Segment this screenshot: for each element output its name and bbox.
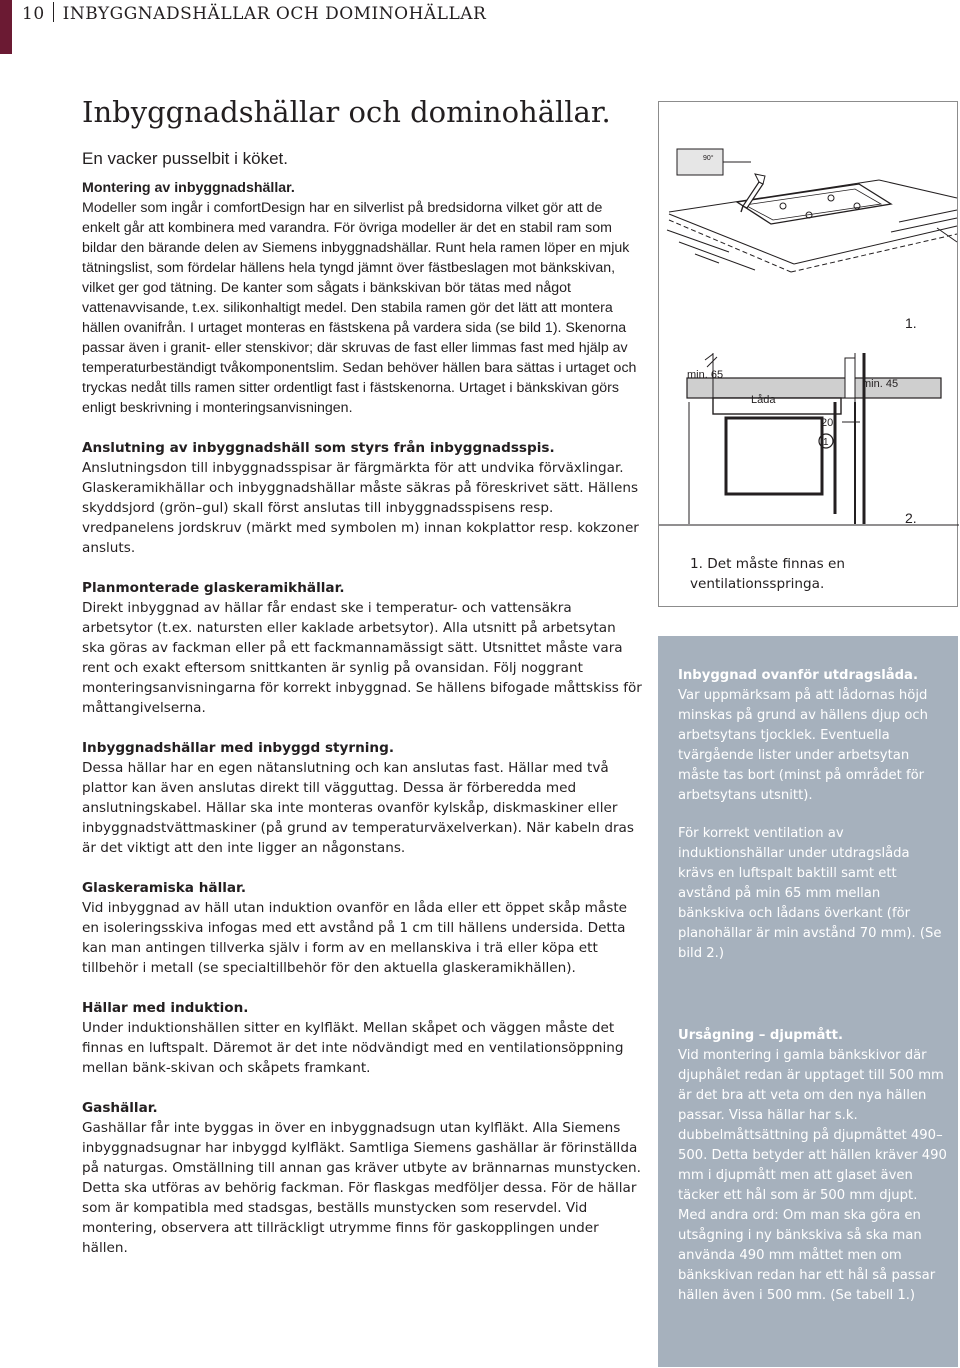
sidebar-block-ursagning	[678, 1026, 948, 1306]
section-heading: Glaskeramiska hällar.	[82, 880, 246, 896]
countertop-drawing	[667, 149, 957, 272]
page-number: 10	[22, 4, 45, 24]
section-heading: Inbyggnadshällar med inbyggd styrning.	[82, 740, 395, 756]
dim-20-label: 20	[821, 417, 834, 429]
sidebar-body: Vid montering i gamla bänkskivor där djuphålet redan är upptaget till 500 mm är det bra att veta om den nya hällen passar. Vissa hällar har s.k. dubbelmåttsättning på djupmåttet 490–500. Detta betyder att hällen kräver 490 mm i djupmått men att glaset även täcker ett hål som är 500 mm djupt. Med andra ord: Om man ska göra en utsågning i ny bänkskiva så ska man använda 490 mm måttet men om bänkskivan redan har ett hål så passar hällen även i 500 mm. (Se tabell 1.)	[678, 1048, 947, 1303]
section-montering	[82, 178, 642, 418]
page-subtitle: En vacker pusselbit i köket.	[82, 149, 288, 168]
section-anslutning	[82, 438, 642, 558]
sidebar-panel	[658, 636, 958, 1367]
page-title: Inbyggnadshällar och dominohällar.	[82, 95, 611, 129]
section-planmonterade	[82, 578, 642, 718]
section-heading: Planmonterade glaskeramikhällar.	[82, 580, 345, 596]
min-45-label: min. 45	[862, 378, 899, 390]
sidebar-body: Var uppmärksam på att lådornas höjd minskas på grund av hällens djup och arbetsytans tjocklek. Eventuella tvärgående lister under arbetsytan måste tas bort (minst på området för arbetsytans utsnitt).	[678, 688, 929, 803]
section-heading: Montering av inbyggnadshällar.	[82, 180, 295, 196]
section-gashallar	[82, 1098, 642, 1258]
sidebar-block-utdragslada	[678, 666, 948, 806]
figure-label-1: 1.	[905, 315, 917, 331]
section-body: Gashällar får inte byggas in över en inbyggnadsugn utan kylfläkt. Alla Siemens inbyggnadsugnar har inbyggd kylfläkt. Samtliga Siemens gashällar är förinställda på naturgas. Omställning till annan gas kräver utbyte av brännarnas munstycken. Detta ska utföras av behörig fackman. För flaskgas medföljer dessa. För de hällar som är kompatibla med stadsgas, beställs munstycken som reservdel. Vid montering, observera att tillräckligt utrymme finns för gaskopplingen under hällen.	[82, 1120, 641, 1256]
installation-figure	[658, 101, 958, 607]
section-body: Direkt inbyggnad av hällar får endast ske i temperatur- och vattensäkra arbetsytor (t.ex. natursten eller kaklade arbetsytor). Alla utsnitt på arbetsytan ska göras av fackman eller på ett fackmannamässigt sätt. Utsnittet måste vara rent och exakt eftersom snittkanten är synlig på ovansidan. Följ noggrant monteringsanvisningarna för korrekt inbyggnad. Se hällens bifogade måttskiss för måttangivelserna.	[82, 600, 642, 716]
section-heading: Anslutning av inbyggnadshäll som styrs från inbyggnadsspis.	[82, 440, 555, 456]
section-inbyggd-styrning	[82, 738, 642, 858]
section-body: Under induktionshällen sitter en kylfläkt. Mellan skåpet och väggen måste det finnas en luftspalt. Däremot är det inte nödvändigt med en ventilationsöppning mellan bänk-skivan och skåpets framkant.	[82, 1020, 624, 1076]
header-section-title: INBYGGNADSHÄLLAR OCH DOMINOHÄLLAR	[62, 4, 487, 24]
section-glaskeramiska	[82, 878, 642, 978]
figure-label-2: 2.	[905, 510, 917, 526]
sidebar-heading: Ursågning – djupmått.	[678, 1028, 843, 1043]
section-heading: Gashällar.	[82, 1100, 158, 1116]
section-body: Modeller som ingår i comfortDesign har en silverlist på bredsidorna vilket gör att de enkelt går att kombinera med varandra. För övriga modeller är det en stabil ram som bildar den bärande delen av Siemens inbyggnadshällar. Runt hela ramen löper en mjuk tätningslist, som fördelar hällens hela tyngd jämnt över fästbeslagen mot bänkskivan, vilket ger god tätning. De kanter som sågats i bänkskivan bör tätas med något vattenavvisande, t.ex. silikonhaltigt medel. Den stabila ramen gör det lätt att montera hällen ovanifrån. I urtaget monteras en fästskena på vardera sida (se bild 1). Skenorna passar även i granit- eller stenskivor; där skruvas de fast eller limmas fast med hjälp av temperaturbeständigt tvåkomponentslim. Sedan behöver hällen bara sättas i urtaget och tryckas nedåt tills ramen sitter ordentligt fast i fästskenorna. Urtaget i bänkskivan görs enligt beskrivning i monteringsanvisningen.	[82, 200, 637, 416]
section-induktion	[82, 998, 642, 1078]
drawer-label: Låda	[751, 394, 776, 406]
section-heading: Hällar med induktion.	[82, 1000, 249, 1016]
header-divider	[53, 2, 54, 22]
installation-diagram	[659, 102, 959, 608]
section-body: Vid inbyggnad av häll utan induktion ovanför en låda eller ett öppet skåp måste en isoleringsskiva infogas med ett avstånd på 1 cm till hällens undersida. Detta kan man antingen tillverka själv i form av en mellanskiva i trä eller köpa ett tillbehör i metall (se specialtillbehör för den aktuella glaskeramikhällen).	[82, 900, 628, 976]
figure-caption: 1. Det måste finnas en ventilationsspringa.	[690, 556, 845, 592]
main-column	[82, 178, 642, 1258]
callout-number: 1	[823, 437, 829, 448]
section-body: Anslutningsdon till inbyggnadsspisar är färgmärkta för att undvika förväxlingar. Glaskeramikhällar och inbyggnadshällar måste säkras på föreskrivet sätt. Hällens skyddsjord (grön–gul) skall först anslutas till inbyggnadsspisens resp. vredpanelens jordskruv (märkt med symbolen m) innan kokplattor resp. kokzoner ansluts.	[82, 460, 639, 556]
sidebar-block-ventilation	[678, 824, 948, 964]
angle-label: 90°	[703, 155, 714, 162]
page-header	[22, 2, 486, 26]
accent-bar	[0, 0, 12, 54]
sidebar-body: För korrekt ventilation av induktionshällar under utdragslåda krävs en luftspalt baktill samt ett avstånd på min 65 mm mellan bänkskiva och lådans överkant (för planohällar är min avstånd 70 mm). (Se bild 2.)	[678, 826, 942, 961]
sidebar-heading: Inbyggnad ovanför utdragslåda.	[678, 668, 918, 683]
min-65-label: min. 65	[687, 369, 724, 381]
section-body: Dessa hällar har en egen nätanslutning och kan anslutas fast. Hällar med två plattor kan även anslutas direkt till vägguttag. Dessa är förberedda med anslutningskabel. Hällar ska inte monteras ovanför kylskåp, diskmaskiner eller inbyggnadstvättmaskiner (på grund av temperaturväxelverkan). När kabeln dras är det viktigt att den inte ligger an någonstans.	[82, 760, 634, 856]
